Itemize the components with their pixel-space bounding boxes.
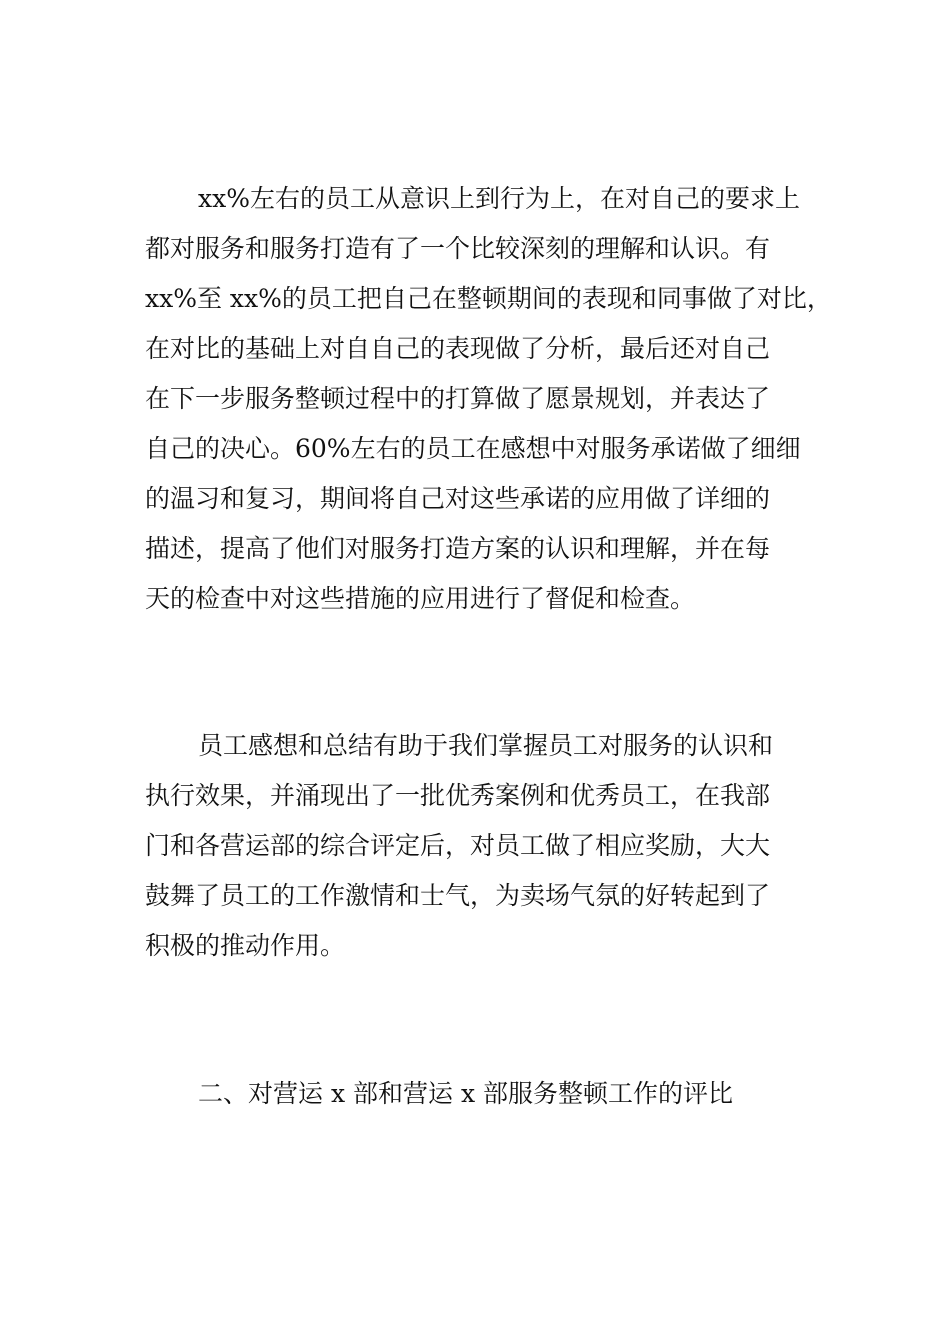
paragraph-2-line-3: 门和各营运部的综合评定后，对员工做了相应奖励，大大 [145, 831, 771, 860]
paragraph-1-line-8: 描述，提高了他们对服务打造方案的认识和理解，并在每 [145, 534, 771, 563]
paragraph-2-line-1: 员工感想和总结有助于我们掌握员工对服务的认识和 [198, 731, 774, 760]
paragraph-1-line-5: 在下一步服务整顿过程中的打算做了愿景规划，并表达了 [145, 384, 771, 413]
paragraph-1-line-3: xx%至 xx%的员工把自己在整顿期间的表现和同事做了对比， [145, 284, 832, 313]
paragraph-1-line-7: 的温习和复习，期间将自己对这些承诺的应用做了详细的 [145, 484, 771, 513]
paragraph-1-line-9: 天的检查中对这些措施的应用进行了督促和检查。 [145, 584, 696, 613]
section-heading: 二、对营运 x 部和营运 x 部服务整顿工作的评比 [198, 1079, 733, 1108]
paragraph-1-line-2: 都对服务和服务打造有了一个比较深刻的理解和认识。有 [145, 234, 771, 263]
paragraph-2-line-4: 鼓舞了员工的工作激情和士气，为卖场气氛的好转起到了 [145, 881, 771, 910]
paragraph-2-line-5: 积极的推动作用。 [145, 931, 346, 960]
paragraph-1-line-6: 自己的决心。60%左右的员工在感想中对服务承诺做了细细 [145, 434, 801, 463]
paragraph-1-line-1: xx%左右的员工从意识上到行为上，在对自己的要求上 [198, 184, 800, 213]
paragraph-2-line-2: 执行效果，并涌现出了一批优秀案例和优秀员工，在我部 [145, 781, 771, 810]
paragraph-1-line-4: 在对比的基础上对自自己的表现做了分析，最后还对自己 [145, 334, 771, 363]
